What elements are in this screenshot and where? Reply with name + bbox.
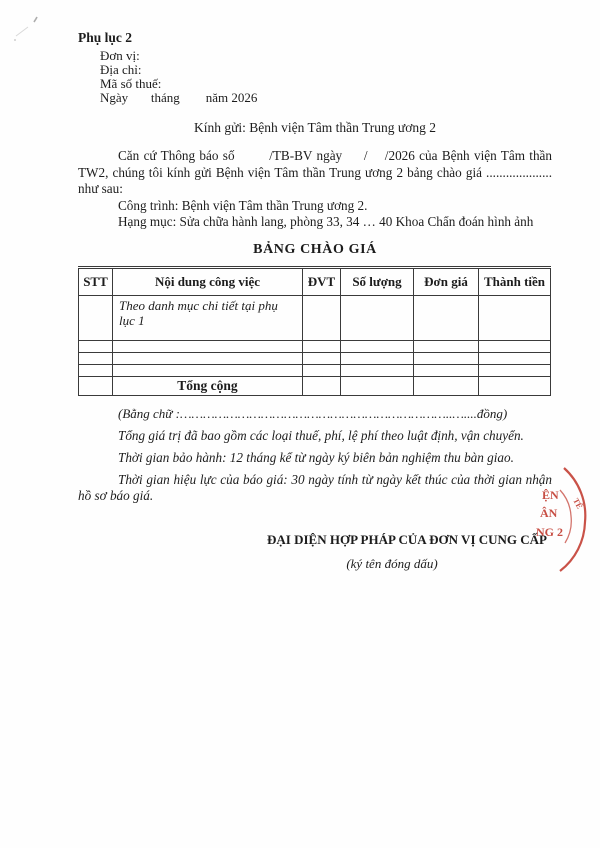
quote-table-title: BẢNG CHÀO GIÁ <box>253 241 377 257</box>
amount-in-words-line: (Bằng chữ :……………………………………………………………..…....đồng) <box>118 405 508 421</box>
signature-subtitle: (ký tên đóng dấu) <box>346 555 438 571</box>
note-warranty: Thời gian bảo hành: 12 tháng kể từ ngày ký biên bản nghiệm thu bàn giao. <box>118 449 514 465</box>
table-row-empty <box>79 352 551 364</box>
stamp-rim-text: TẾ <box>571 496 585 511</box>
table-total-row <box>79 376 551 395</box>
letterhead-date-line: Ngày tháng năm 2026 <box>100 90 258 105</box>
header-so-luong: Số lượng <box>341 267 414 295</box>
table-cell-amount <box>479 295 551 340</box>
letterhead-tax-code: Mã số thuế: <box>100 76 162 91</box>
stamp-fragment-1: ỆN <box>542 488 559 502</box>
recipient-line: Kính gửi: Bệnh viện Tâm thần Trung ương 2 <box>193 120 437 135</box>
table-cell-quantity <box>341 295 414 340</box>
stamp-fragment-3: NG 2 <box>536 525 563 539</box>
total-label: Tổng cộng <box>113 376 303 395</box>
pen-scratch-mark <box>6 10 56 50</box>
header-noi-dung: Nội dung công việc <box>113 267 303 295</box>
header-don-gia: Đơn giá <box>414 267 479 295</box>
note-validity: Thời gian hiệu lực của báo giá: 30 ngày tính từ ngày kết thúc của thời gian nhận hồ sơ báo giá. <box>78 471 552 503</box>
header-thanh-tien: Thành tiền <box>479 267 551 295</box>
table-row-empty <box>79 340 551 352</box>
letterhead-block <box>100 49 552 105</box>
table-row <box>79 295 551 340</box>
header-dvt: ĐVT <box>303 267 341 295</box>
paragraph-basis: Căn cứ Thông báo số /TB-BV ngày / /2026 của Bệnh viện Tâm thần TW2, chúng tôi kính gửi Bệnh viện Tâm thần Trung ương 2 bảng chào giá .................... như sau: <box>78 148 556 196</box>
table-cell-dvt <box>303 295 341 340</box>
work-item-line: Hạng mục: Sửa chữa hành lang, phòng 33, 34 … 40 Khoa Chẩn đoán hình ảnh <box>118 214 534 229</box>
red-stamp-icon <box>510 458 600 596</box>
table-row-empty <box>79 364 551 376</box>
letterhead-unit: Đơn vị: <box>100 48 140 63</box>
header-stt: STT <box>79 267 113 295</box>
note-total-value: Tổng giá trị đã bao gồm các loại thuế, phí, lệ phí theo luật định, vận chuyển. <box>118 427 524 443</box>
signature-title: ĐẠI DIỆN HỢP PHÁP CỦA ĐƠN VỊ CUNG CẤP <box>267 531 547 547</box>
quote-table <box>78 266 551 396</box>
project-line: Công trình: Bệnh viện Tâm thần Trung ương 2. <box>118 197 368 213</box>
letterhead-address: Địa chỉ: <box>100 62 142 77</box>
table-cell-unit-price <box>414 295 479 340</box>
stamp-fragment-2: ÂN <box>540 506 558 520</box>
signature-block <box>262 532 552 572</box>
table-cell-description: Theo danh mục chi tiết tại phụ lục 1 <box>113 295 303 340</box>
appendix-label: Phụ lục 2 <box>78 30 133 45</box>
table-header-row <box>79 267 551 295</box>
table-cell-stt <box>79 295 113 340</box>
